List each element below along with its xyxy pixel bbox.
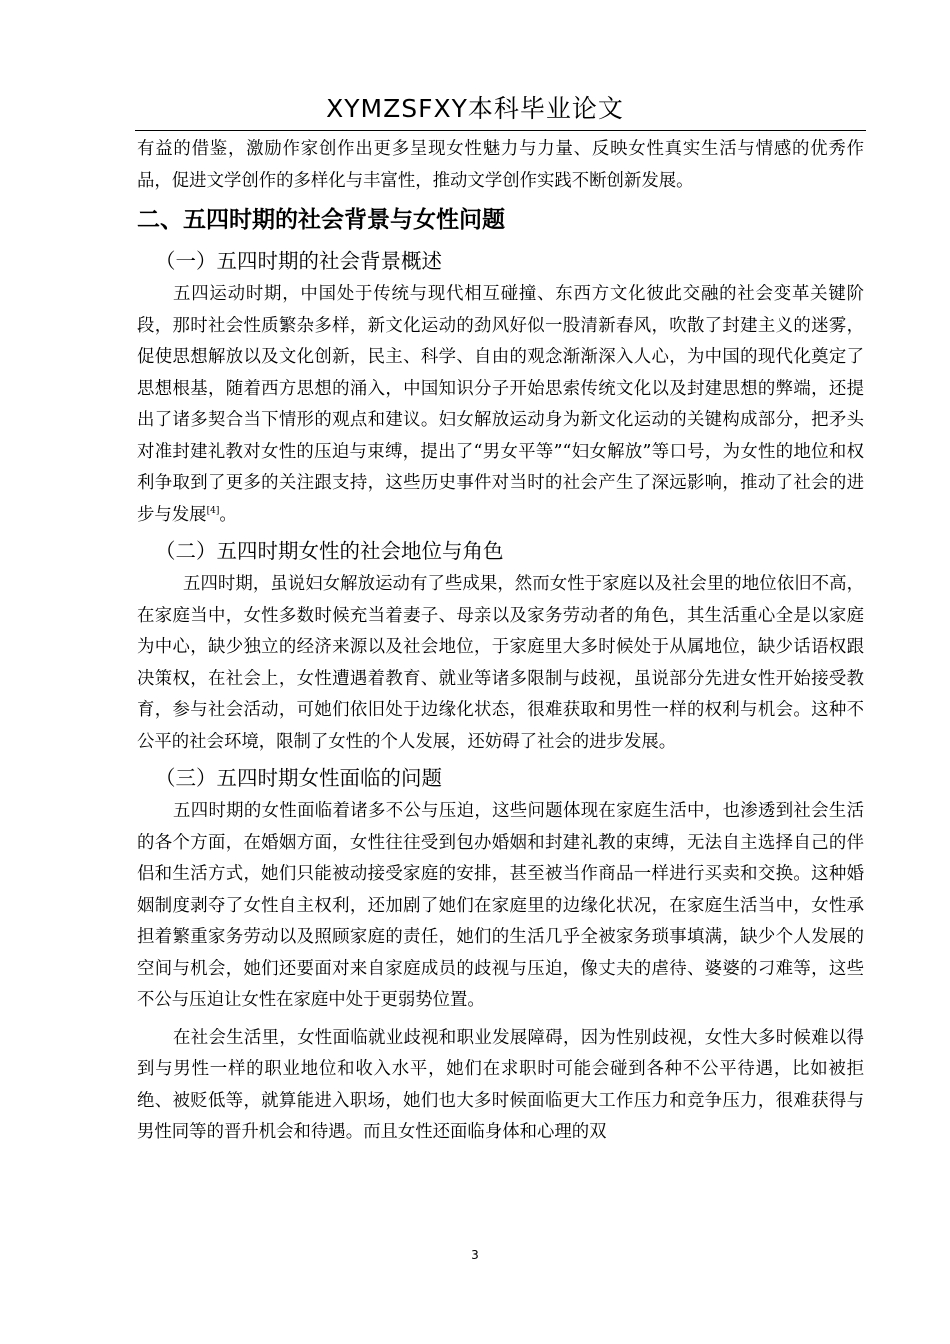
paragraph-women-problems-1: 五四时期的女性面临着诸多不公与压迫，这些问题体现在家庭生活中，也渗透到社会生活的各个方面，在婚姻方面，女性往往受到包办婚姻和封建礼教的束缚，无法自主选择自己的伴侣和生活方式，她们只能被动接受家庭的安排，甚至被当作商品一样进行买卖和交换。这种婚姻制度剥夺了女性自主权利，还加剧了她们在家庭里的边缘化状况，在家庭生活当中，女性承担着繁重家务劳动以及照顾家庭的责任，她们的生活几乎全被家务琐事填满，缺少个人发展的空间与机会，她们还要面对来自家庭成员的歧视与压迫，像丈夫的虐待、婆婆的刁难等，这些不公与压迫让女性在家庭中处于更弱势位置。 — [137, 801, 864, 1010]
section-heading: 二、五四时期的社会背景与女性问题 — [137, 207, 505, 233]
paragraph-end-mark: 。 — [219, 504, 237, 525]
subsection-heading-3: （三）五四时期女性面临的问题 — [155, 766, 442, 790]
subsection-heading-1: （一）五四时期的社会背景概述 — [155, 249, 442, 273]
header-divider — [135, 130, 866, 131]
paragraph-women-problems-2: 在社会生活里，女性面临就业歧视和职业发展障碍，因为性别歧视，女性大多时候难以得到与男性一样的职业地位和收入水平，她们在求职时可能会碰到各种不公平待遇，比如被拒绝、被贬低等，就算能进入职场，她们也大多时候面临更大工作压力和竞争压力，很难获得与男性同等的晋升机会和待遇。而且女性还面临身体和心理的双 — [137, 1027, 864, 1142]
subsection-heading-2: （二）五四时期女性的社会地位与角色 — [155, 539, 504, 563]
page-number: 3 — [471, 1248, 479, 1262]
paragraph-intro-tail: 有益的借鉴，激励作家创作出更多呈现女性魅力与力量、反映女性真实生活与情感的优秀作品，促进文学创作的多样化与丰富性，推动文学创作实践不断创新发展。 — [137, 139, 864, 191]
page-header-title: XYMZSFXY本科毕业论文 — [326, 94, 624, 123]
citation-reference: [4] — [206, 505, 220, 516]
paragraph-text: 五四运动时期，中国处于传统与现代相互碰撞、东西方文化彼此交融的社会变革关键阶段，那时社会性质繁杂多样，新文化运动的劲风好似一股清新春风，吹散了封建主义的迷雾，促使思想解放以及文化创新，民主、科学、自由的观念渐渐深入人心，为中国的现代化奠定了思想根基，随着西方思想的涌入，中国知识分子开始思索传统文化以及封建思想的弊端，还提出了诸多契合当下情形的观点和建议。妇女解放运动身为新文化运动的关键构成部分，把矛头对准封建礼教对女性的压迫与束缚，提出了“男女平等”“妇女解放”等口号，为女性的地位和权利争取到了更多的关注跟支持，这些历史事件对当时的社会产生了深远影响，推动了社会的进步与发展 — [137, 284, 864, 525]
paragraph-women-status: 五四时期，虽说妇女解放运动有了些成果，然而女性于家庭以及社会里的地位依旧不高，在家庭当中，女性多数时候充当着妻子、母亲以及家务劳动者的角色，其生活重心全是以家庭为中心，缺少独立的经济来源以及社会地位，于家庭里大多时候处于从属地位，缺少话语权跟决策权，在社会上，女性遭遇着教育、就业等诸多限制与歧视，虽说部分先进女性开始接受教育，参与社会活动，可她们依旧处于边缘化状态，很难获取和男性一样的权利与机会。这种不公平的社会环境，限制了女性的个人发展，还妨碍了社会的进步发展。 — [137, 574, 864, 752]
page-content — [137, 134, 864, 1149]
paragraph-social-background — [137, 279, 864, 531]
